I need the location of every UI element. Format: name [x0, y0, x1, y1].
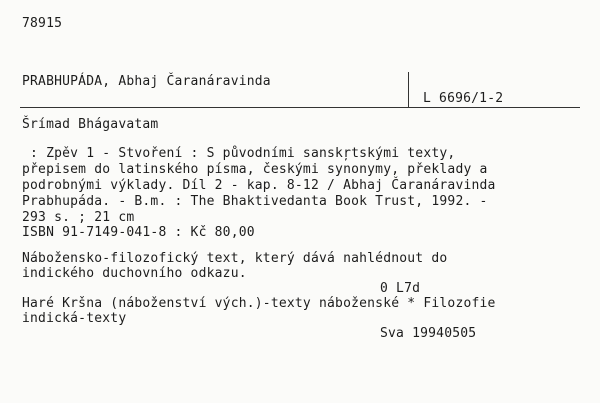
description-line: Prabhupáda. - B.m. : The Bhaktivedanta Book Trust, 1992. -: [22, 194, 488, 209]
description-line: přepisem do latinského písma, českými synonymy, překlady a: [22, 162, 488, 177]
description-line: 293 s. ; 21 cm: [22, 210, 135, 225]
description-line: podrobnými výklady. Díl 2 - kap. 8-12 / Abhaj Čaranáravinda: [22, 178, 496, 193]
subject-line: Haré Kršna (náboženství vých.)-texty náboženské * Filozofie: [22, 296, 496, 311]
author-heading: PRABHUPÁDA, Abhaj Čaranáravinda: [22, 74, 271, 89]
annotation-line: indického duchovního odkazu.: [22, 266, 247, 281]
description-line: : Zpěv 1 - Stvoření : S původními sanskŗtskými texty,: [22, 146, 456, 161]
classification-code: 0 L7d: [380, 281, 421, 296]
vertical-rule: [408, 72, 409, 108]
date-stamp: Sva 19940505: [380, 326, 477, 341]
annotation-line: Nábožensko-filozofický text, který dává nahlédnout do: [22, 251, 448, 266]
horizontal-rule: [20, 107, 580, 108]
subject-line: indická-texty: [22, 311, 127, 326]
title: Šrímad Bhágavatam: [22, 117, 159, 132]
catalog-number: 78915: [22, 16, 63, 31]
shelf-mark: L 6696/1-2: [423, 91, 504, 106]
isbn-price: ISBN 91-7149-041-8 : Kč 80,00: [22, 225, 255, 240]
